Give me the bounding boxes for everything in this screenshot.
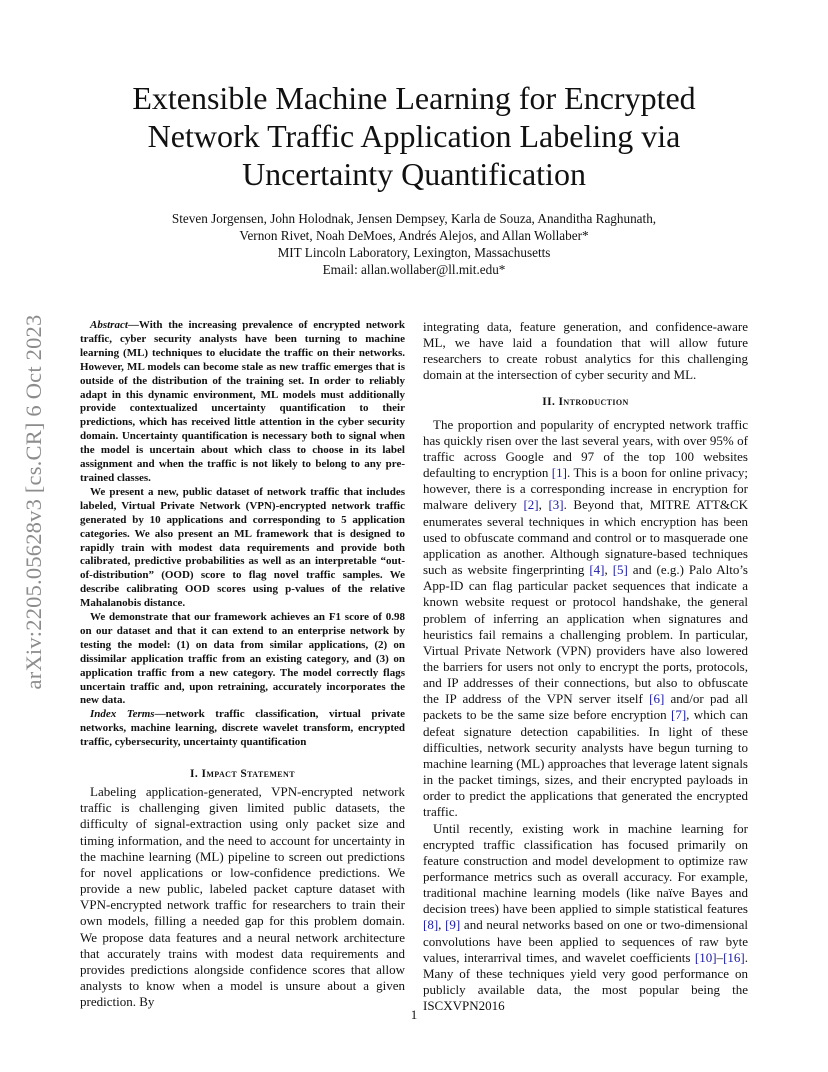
index-terms-label: Index Terms (90, 708, 155, 721)
citation-link[interactable]: [8] (423, 917, 439, 933)
title-line: Extensible Machine Learning for Encrypted (132, 80, 696, 116)
author-block (80, 210, 748, 278)
arxiv-identifier: arXiv:2205.05628v3 [cs.CR] 6 Oct 2023 (21, 314, 46, 690)
body-paragraph: Until recently, existing work in machine learning for encrypted traffic classification has focused primarily on feature construction and model development to optimize raw performance metrics such as overall accuracy. For example, traditional machine learning models (like naïve Bayes and decision trees) have been applied to simple statistical features [8], [9] and neural networks based on one or two-dimensional convolutions have been applied to sequences of raw byte values, interarrival times, and wavelet coefficients [10]–[16]. Many of these techniques yield very good performance on publicly available data, the most popular being the ISCXVPN2016 (423, 820, 749, 1014)
citation-link[interactable]: [2] (523, 497, 539, 513)
right-column (423, 319, 748, 1014)
citation-link[interactable]: [6] (649, 691, 665, 707)
arxiv-stamp (18, 297, 50, 707)
impact-statement-body (80, 784, 405, 1010)
citation-link[interactable]: [5] (612, 562, 628, 578)
impact-statement-continuation (423, 319, 748, 384)
citation-link[interactable]: [4] (589, 562, 605, 578)
paper-title (80, 79, 748, 193)
citation-link[interactable]: [16] (723, 949, 745, 965)
title-line: Uncertainty Quantification (242, 156, 586, 192)
abstract-label: Abstract (90, 319, 128, 331)
abstract-paragraph: We present a new, public dataset of network traffic that includes labeled, Virtual Private Network (VPN)-encrypted network traffic generated by 10 applications and corresponding to 5 application categories. We also present an ML framework that is designed to rapidly train with modest data requirements and provide both calibrated, predictive probabilities as well as an interpretable “out-of-distribution” (OOD) score to flag novel traffic samples. We describe calibrating OOD scores using p-values of the relative Mahalanobis distance. (80, 485, 405, 610)
abstract (80, 319, 405, 750)
abstract-paragraph: We demonstrate that our framework achieves an F1 score of 0.98 on our dataset and that it can extend to an enterprise network by testing the model: (1) on data from similar applications, (2) on dissimilar application traffic from an existing category, and (3) on application traffic from a new category. The model correctly flags uncertain traffic and, upon retraining, accurately incorporates the new data. (80, 611, 405, 707)
body-paragraph: Labeling application-generated, VPN-encrypted network traffic is challenging given limited public datasets, the difficulty of signal-extraction using only packet size and timing information, and the need to account for uncertainty in the machine learning (ML) pipeline to screen out predictions for novel applications or low-confidence predictions. We provide a new public, labeled packet capture dataset with VPN-encrypted network traffic for researchers to train their own models, filling a needed gap for this problem domain. We propose data features and a neural network architecture that accurately trains with modest data requirements and provides predictions alongside confidence scores that allow analysts to know when a model is unsure about a given prediction. By (80, 784, 405, 1010)
citation-link[interactable]: [3] (548, 497, 564, 513)
index-terms: Index Terms—network traffic classification, virtual private networks, machine learning, discrete wavelet transform, encrypted traffic, cybersecurity, uncertainty quantification (80, 708, 405, 749)
citation-link[interactable]: [9] (445, 917, 461, 933)
left-column (80, 319, 405, 1010)
title-line: Network Traffic Application Labeling via (147, 118, 681, 154)
section-heading-impact-statement: I. Impact Statement (190, 768, 295, 781)
affiliation: MIT Lincoln Laboratory, Lexington, Massachusetts (277, 245, 551, 260)
citation-link[interactable]: [1] (551, 465, 567, 481)
author-list-line: Vernon Rivet, Noah DeMoes, Andrés Alejos, and Allan Wollaber* (239, 228, 589, 243)
page-number: 1 (410, 1007, 418, 1022)
contact-email: Email: allan.wollaber@ll.mit.edu* (322, 262, 506, 277)
abstract-paragraph: Abstract—With the increasing prevalence of encrypted network traffic, cyber security analysts have been turning to machine learning (ML) techniques to elucidate the traffic on their networks. However, ML models can become stale as new traffic emerges that is outside of the distribution of the training set. In order to reliably adapt in this dynamic environment, ML models must additionally provide contextualized uncertainty quantification to their predictions, which has received little attention in the cyber security domain. Uncertainty quantification is necessary both to signal when the model is uncertain about which class to choose in its label assignment and when the traffic is not likely to belong to any pre-trained classes. (80, 319, 405, 484)
section-heading-introduction: II. Introduction (542, 395, 629, 408)
citation-link[interactable]: [7] (671, 707, 687, 723)
body-paragraph: integrating data, feature generation, and confidence-aware ML, we have laid a foundation that will allow future researchers to create robust analytics for this challenging domain at the intersection of cyber security and ML. (423, 319, 748, 383)
body-paragraph: The proportion and popularity of encrypted network traffic has quickly risen over the last several years, with over 95% of traffic across Google and 97 of the top 100 websites defaulting to encryption [1]. This is a boon for online privacy; however, there is a corresponding increase in encryption for malware delivery [2], [3]. Beyond that, MITRE ATT&CK enumerates several techniques in which encryption has been used to obfuscate command and control or to masquerade one application as another. Although signature-based techniques such as website fingerprinting [4], [5] and (e.g.) Palo Alto’s App-ID can flag particular packet sequences that indicate a known website request or protocol handshake, the general problem of inferring an application when signatures and heuristics fail remains a challenging problem. In particular, Virtual Private Network (VPN) providers have also lowered the barriers for users not only to encrypt the ports, protocols, and IP addresses of their connections, but also to obfuscate the IP address of the VPN server itself [6] and/or pad all packets to be the same size before encryption [7], which can defeat signature detection capabilities. In light of these difficulties, network security analysts have begun turning to machine learning (ML) approaches that leverage latent signals in the packet timings, sizes, and their encrypted payloads in order to predict the applications that generated the encrypted traffic. (423, 416, 749, 820)
introduction-body (423, 417, 748, 1015)
citation-link[interactable]: [10] (694, 949, 717, 965)
author-list-line: Steven Jorgensen, John Holodnak, Jensen Dempsey, Karla de Souza, Ananditha Raghunath, (171, 211, 657, 226)
